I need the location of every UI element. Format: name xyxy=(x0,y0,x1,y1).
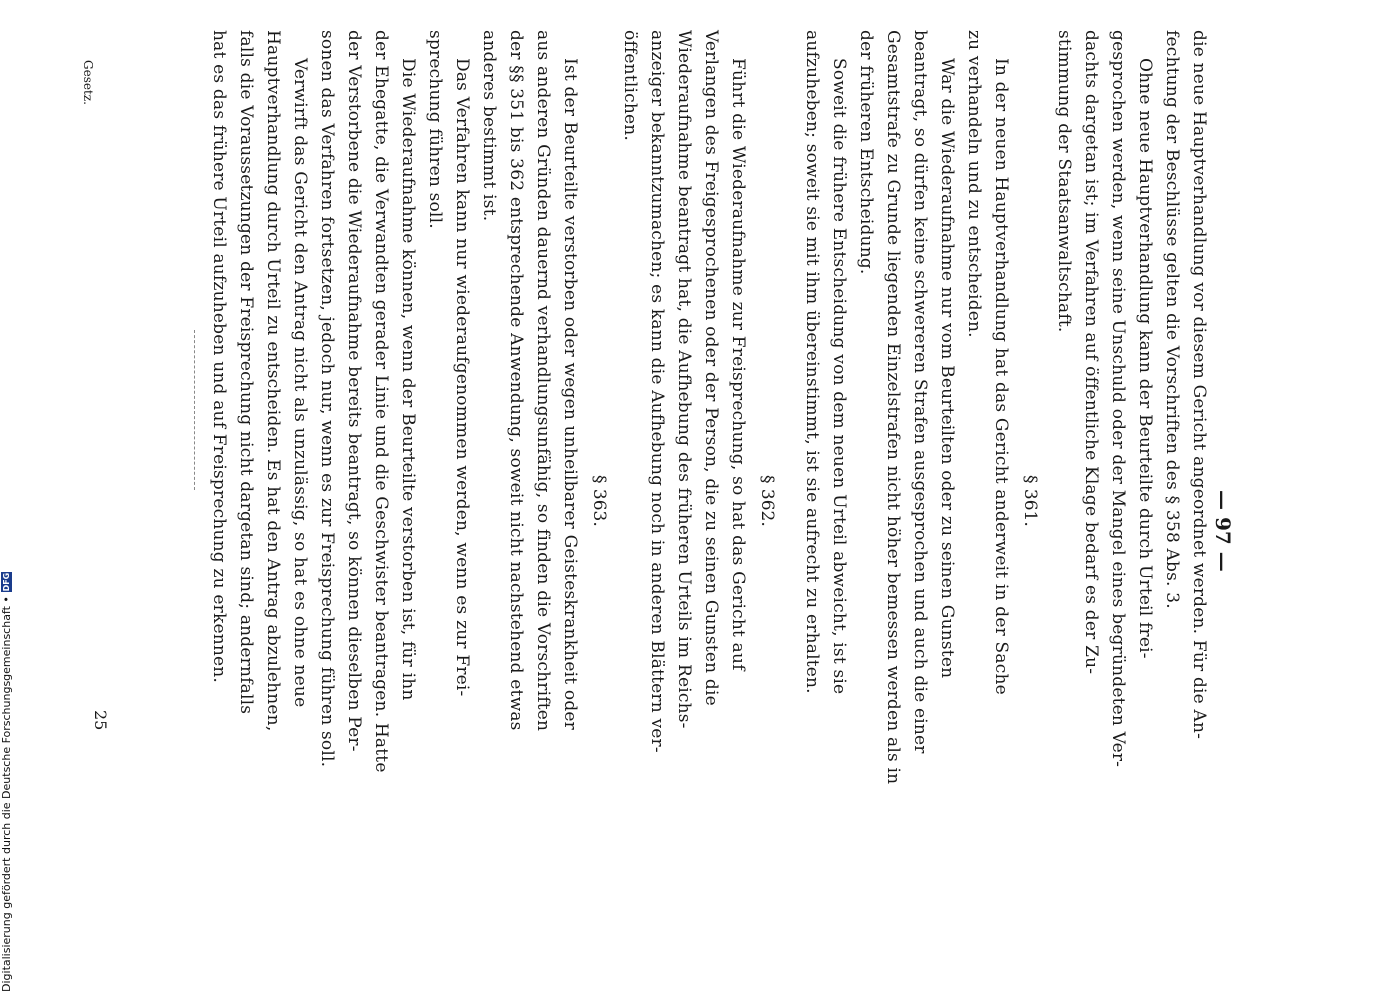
text-line: anzeiger bekanntzumachen; es kann die Aufhebung noch in anderen Blättern ver- xyxy=(647,30,667,753)
section-heading-361: § 361. xyxy=(1020,475,1040,527)
text-line: dachts dargetan ist; im Verfahren auf öffentliche Klage bedarf es der Zu- xyxy=(1081,30,1101,675)
text-line: Hauptverhandlung durch Urteil zu entscheiden. Es hat den Antrag abzulehnen, xyxy=(263,30,283,732)
text-line: sonen das Verfahren fortsetzen, jedoch nur, wenn es zur Freisprechung führen soll. xyxy=(317,30,337,768)
text-line: die neue Hauptverhandlung vor diesem Gericht angeordnet werden. Für die An- xyxy=(1189,30,1209,740)
text-line: In der neuen Hauptverhandlung hat das Gericht anderweit in der Sache xyxy=(991,58,1011,695)
sheet-number: 25 xyxy=(91,710,110,731)
rotated-page-content xyxy=(81,30,1235,980)
text-line: anderes bestimmt ist. xyxy=(479,30,499,222)
text-line: falls die Voraussetzungen der Freisprechung nicht dargetan sind; andernfalls xyxy=(236,30,256,715)
text-line: Gesamtstrafe zu Grunde liegenden Einzelstrafen nicht höher bemessen werden als in xyxy=(883,30,903,785)
text-line: Wiederaufnahme beantragt hat, die Aufhebung des früheren Urteils im Reichs- xyxy=(674,30,694,729)
text-line: der früheren Entscheidung. xyxy=(856,30,876,275)
text-line: Verwirft das Gericht den Antrag nicht als unzulässig, so hat es ohne neue xyxy=(290,58,310,708)
text-line: sprechung führen soll. xyxy=(425,30,445,229)
text-line: hat es das frühere Urteil aufzuheben und auf Freisprechung zu erkennen. xyxy=(209,30,229,684)
text-line: stimmung der Staatsanwaltschaft. xyxy=(1054,30,1074,333)
credit-text: Digitalisierung gefördert durch die Deutsche Forschungsgemeinschaft • xyxy=(0,596,13,992)
text-line: War die Wiederaufnahme nur vom Beurteilten oder zu seinen Gunsten xyxy=(937,58,957,679)
text-line: Führt die Wiederaufnahme zur Freisprechung, so hat das Gericht auf xyxy=(728,58,748,671)
text-line: aufzuheben; soweit sie mit ihm übereinstimmt, ist sie aufrecht zu erhalten. xyxy=(802,30,822,694)
text-line: Ist der Beurteilte verstorben oder wegen unheilbarer Geisteskrankheit oder xyxy=(560,58,580,730)
digitization-credit xyxy=(0,572,13,992)
text-line: Das Verfahren kann nur wiederaufgenommen werden, wenn es zur Frei- xyxy=(452,58,472,697)
sheet-signature: Gesetz. xyxy=(81,60,95,105)
page-number: — 97 — xyxy=(1211,490,1235,572)
text-line: zu verhandeln und zu entscheiden. xyxy=(964,30,984,338)
text-line: der §§ 351 bis 362 entsprechende Anwendung, soweit nicht nachstehend etwas xyxy=(506,30,526,731)
section-heading-362: § 362. xyxy=(757,475,777,527)
text-line: öffentlichen. xyxy=(620,30,640,142)
text-line: gesprochen werden, wenn seine Unschuld oder der Mangel eines begründeten Ver- xyxy=(1108,30,1128,768)
section-heading-363: § 363. xyxy=(589,475,609,527)
text-line: aus anderen Gründen dauernd verhandlungsunfähig, so finden die Vorschriften xyxy=(533,30,553,732)
text-line: Verlangen des Freigesprochenen oder der Person, die zu seinen Gunsten die xyxy=(701,30,721,706)
text-line: beantragt, so dürfen keine schwereren Strafen ausgesprochen und auch die einer xyxy=(910,30,930,754)
dfg-logo: DFG xyxy=(2,572,11,592)
text-line: Die Wiederaufnahme können, wenn der Beurteilte verstorben ist, für ihn xyxy=(398,58,418,701)
scan-rule xyxy=(194,330,195,490)
text-line: der Verstorbene die Wiederaufnahme bereits beantragt, so können dieselben Per- xyxy=(344,30,364,752)
text-line: Ohne neue Hauptverhandlung kann der Beurteilte durch Urteil frei- xyxy=(1135,58,1155,659)
text-line: Soweit die frühere Entscheidung von dem neuen Urteil abweicht, ist sie xyxy=(829,58,849,695)
text-line: der Ehegatte, die Verwandten gerader Linie und die Geschwister beantragen. Hatte xyxy=(371,30,391,773)
text-line: fechtung der Beschlüsse gelten die Vorschriften des § 358 Abs. 3. xyxy=(1162,30,1182,609)
